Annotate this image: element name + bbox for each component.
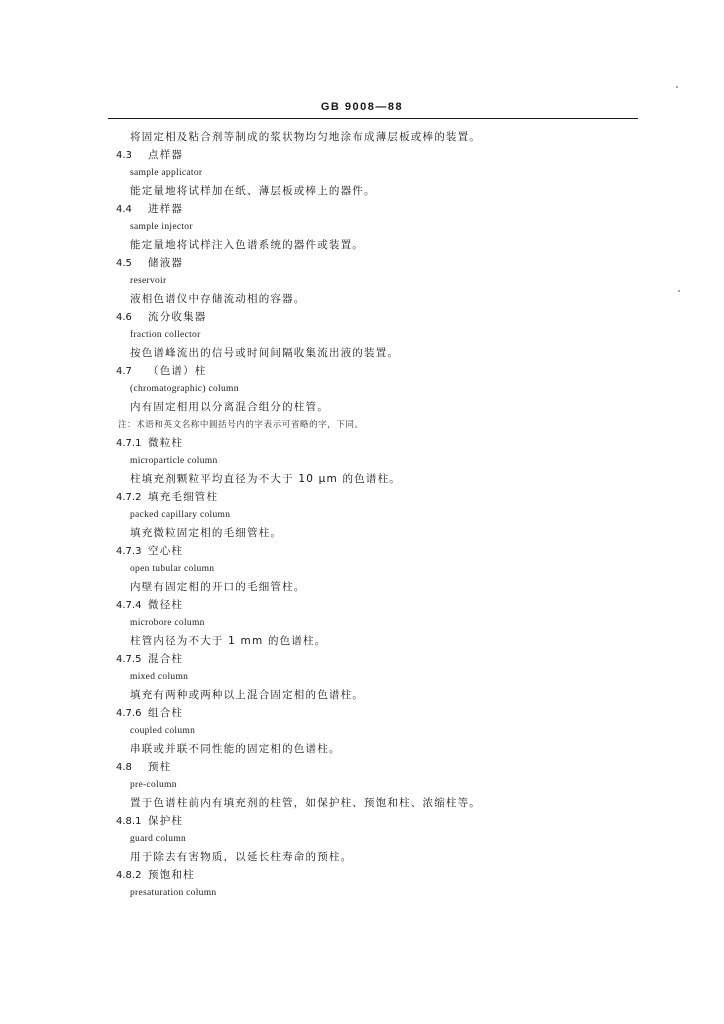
clause-number: 4.7.4	[116, 600, 142, 611]
term-heading	[116, 436, 183, 451]
definition-text: 能定量地将试样加在纸、薄层板或棒上的器件。	[130, 185, 376, 197]
clause-number: 4.7.6	[116, 708, 142, 719]
definition-text: 用于除去有害物质，以延长柱寿命的预柱。	[130, 851, 353, 863]
clause-number: 4.6	[116, 312, 132, 323]
term-heading	[116, 364, 207, 379]
english-term: reservoir	[130, 276, 167, 286]
clause-number: 4.7.1	[116, 438, 142, 449]
term-heading	[116, 814, 183, 829]
scan-speck	[678, 290, 680, 292]
definition-text: 内有固定相用以分离混合组分的柱管。	[130, 401, 329, 413]
definition-text: 柱填充剂颗粒平均直径为不大于 10 μm 的色谱柱。	[130, 473, 401, 485]
english-term: coupled column	[130, 726, 196, 736]
definition-text: 柱管内径为不大于 1 mm 的色谱柱。	[130, 635, 327, 647]
clause-number: 4.7.5	[116, 654, 142, 665]
definition-text: 置于色谱柱前内有填充剂的柱管，如保护柱、预饱和柱、浓缩柱等。	[130, 797, 481, 809]
term-name: 预柱	[148, 761, 172, 773]
english-term: mixed column	[130, 672, 189, 682]
definition-text: 液相色谱仪中存储流动相的容器。	[130, 293, 306, 305]
english-term: presaturation column	[130, 888, 217, 898]
term-name: 保护柱	[148, 815, 184, 827]
term-heading	[116, 202, 183, 217]
term-name: 点样器	[148, 149, 184, 161]
scan-speck	[676, 86, 678, 88]
definition-text: 填充微粒固定相的毛细管柱。	[130, 527, 283, 539]
term-name: 预饱和柱	[148, 869, 195, 881]
english-term: open tubular column	[130, 564, 215, 574]
clause-number: 4.7.2	[116, 492, 142, 503]
clause-number: 4.8.1	[116, 816, 142, 827]
english-term: guard column	[130, 834, 187, 844]
term-heading	[116, 652, 183, 667]
clause-number: 4.3	[116, 150, 132, 161]
term-name: 微径柱	[148, 599, 184, 611]
term-name: 储液器	[148, 257, 184, 269]
english-term: sample applicator	[130, 168, 203, 178]
term-name: 进样器	[148, 203, 184, 215]
term-heading	[116, 760, 171, 775]
english-term: microparticle column	[130, 456, 218, 466]
clause-number: 4.7.3	[116, 546, 142, 557]
english-term: sample injector	[130, 222, 193, 232]
term-name: 空心柱	[148, 545, 184, 557]
term-heading	[116, 868, 195, 883]
term-heading	[116, 256, 183, 271]
term-name: 组合柱	[148, 707, 184, 719]
clause-number: 4.8.2	[116, 870, 142, 881]
term-heading	[116, 310, 207, 325]
term-heading	[116, 706, 183, 721]
term-heading	[116, 490, 218, 505]
english-term: microbore column	[130, 618, 205, 628]
term-name: 混合柱	[148, 653, 184, 665]
term-name: 填充毛细管柱	[148, 491, 219, 503]
term-name: 流分收集器	[148, 311, 207, 323]
note-text: 注：术语和英文名称中圆括号内的字表示可省略的字，下同。	[118, 420, 364, 430]
term-heading	[116, 598, 183, 613]
definition-text: 能定量地将试样注入色谱系统的器件或装置。	[130, 239, 364, 251]
definition-text: 填充有两种或两种以上混合固定相的色谱柱。	[130, 689, 364, 701]
term-heading	[116, 544, 183, 559]
english-term: fraction collector	[130, 330, 201, 340]
term-name: （色谱）柱	[148, 365, 207, 377]
standard-code-header: GB 9008—88	[320, 101, 404, 113]
definition-text: 内壁有固定相的开口的毛细管柱。	[130, 581, 306, 593]
clause-number: 4.4	[116, 204, 132, 215]
clause-number: 4.8	[116, 762, 132, 773]
definition-text: 将固定相及粘合剂等制成的浆状物均匀地涂布成薄层板或棒的装置。	[130, 131, 481, 143]
english-term: (chromatographic) column	[130, 384, 239, 394]
english-term: packed capillary column	[130, 510, 231, 520]
clause-number: 4.7	[116, 366, 132, 377]
definition-text: 按色谱峰流出的信号或时间间隔收集流出液的装置。	[130, 347, 400, 359]
english-term: pre-column	[130, 780, 177, 790]
term-heading	[116, 148, 183, 163]
definition-text: 串联或并联不同性能的固定相的色谱柱。	[130, 743, 341, 755]
clause-number: 4.5	[116, 258, 132, 269]
term-name: 微粒柱	[148, 437, 184, 449]
